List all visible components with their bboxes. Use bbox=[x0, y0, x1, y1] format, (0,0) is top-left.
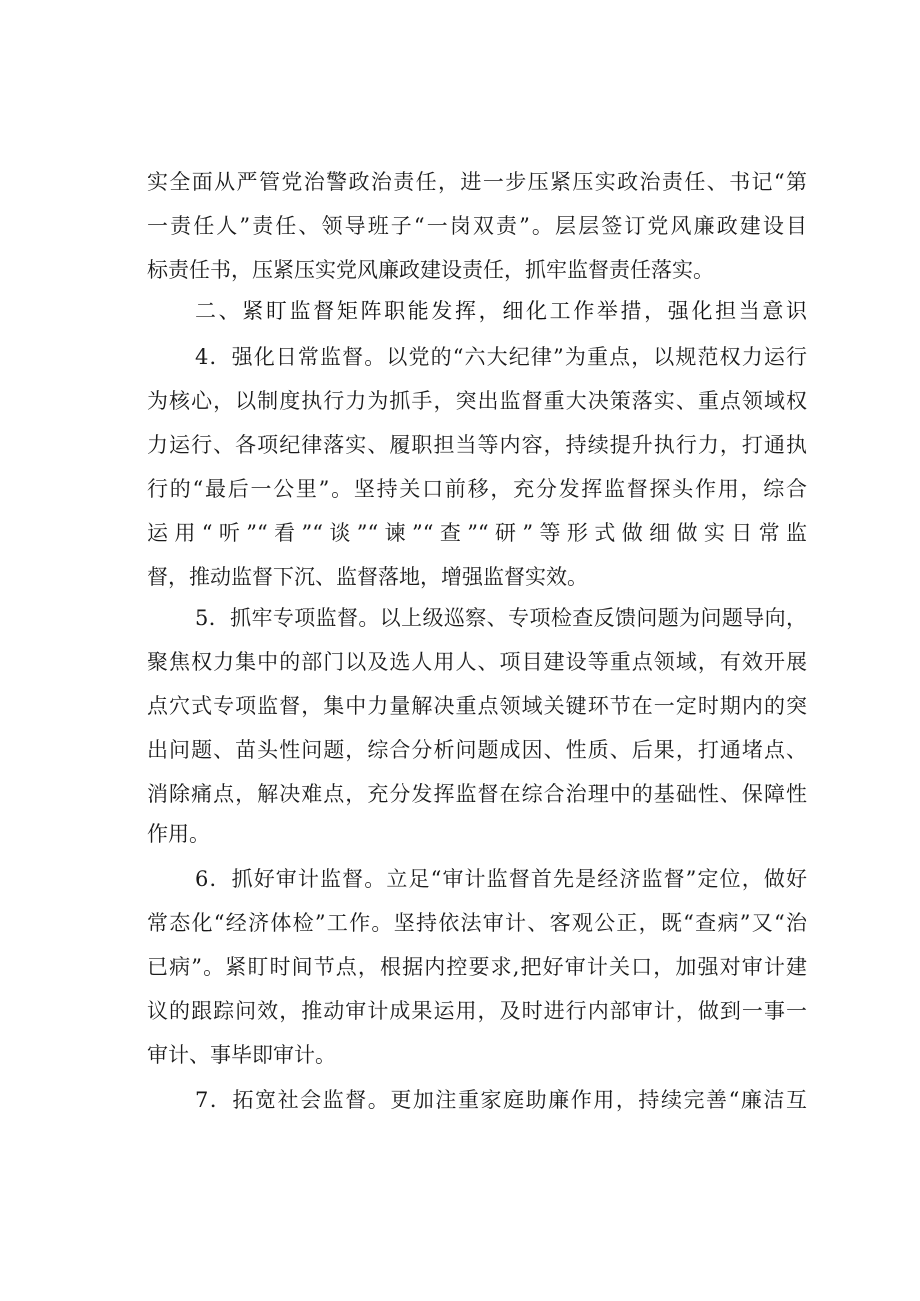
intro-line-1: 实全面从严管党治警政治责任，进一步压紧压实政治责任、书记“第 bbox=[147, 170, 807, 194]
p6-line-4: 议的跟踪问效，推动审计成果运用，及时进行内部审计，做到一事一 bbox=[147, 999, 807, 1023]
p6-line-2: 常态化“经济体检”工作。坚持依法审计、客观公正，既“查病”又“治 bbox=[147, 911, 807, 935]
section-heading: 二、紧盯监督矩阵职能发挥，细化工作举措，强化担当意识 bbox=[195, 299, 807, 323]
intro-line-3: 标责任书，压紧压实党风廉政建设责任，抓牢监督责任落实。 bbox=[147, 258, 714, 282]
p4-line-4: 行的“最后一公里”。坚持关口前移，充分发挥监督探头作用，综合 bbox=[147, 477, 807, 501]
p4-line-5: 运用“听”“看”“谈”“谏”“查”“研”等形式做细做实日常监 bbox=[147, 521, 807, 545]
p5-line-2: 聚焦权力集中的部门以及选人用人、项目建设等重点领域，有效开展 bbox=[147, 650, 807, 674]
p6-line-5: 审计、事毕即审计。 bbox=[147, 1043, 336, 1067]
p4-line-1: 4．强化日常监督。以党的“六大纪律”为重点，以规范权力运行 bbox=[195, 345, 807, 369]
p5-line-6: 作用。 bbox=[147, 822, 210, 846]
p7-line-1: 7．拓宽社会监督。更加注重家庭助廉作用，持续完善“廉洁互 bbox=[195, 1088, 807, 1112]
p5-line-4: 出问题、苗头性问题，综合分析问题成因、性质、后果，打通堵点、 bbox=[147, 738, 807, 762]
intro-line-2: 一责任人”责任、领导班子“一岗双责”。层层签订党风廉政建设目 bbox=[147, 214, 807, 238]
p6-line-1: 6．抓好审计监督。立足“审计监督首先是经济监督”定位，做好 bbox=[195, 867, 807, 891]
p6-line-3: 已病”。紧盯时间节点，根据内控要求,把好审计关口，加强对审计建 bbox=[147, 955, 807, 979]
p4-line-3: 力运行、各项纪律落实、履职担当等内容，持续提升执行力，打通执 bbox=[147, 433, 807, 457]
p5-line-1: 5．抓牢专项监督。以上级巡察、专项检查反馈问题为问题导向， bbox=[195, 606, 807, 630]
p5-line-3: 点穴式专项监督，集中力量解决重点领域关键环节在一定时期内的突 bbox=[147, 694, 807, 718]
p5-line-5: 消除痛点，解决难点，充分发挥监督在综合治理中的基础性、保障性 bbox=[147, 782, 807, 806]
p4-line-2: 为核心，以制度执行力为抓手，突出监督重大决策落实、重点领域权 bbox=[147, 389, 807, 413]
p4-line-6: 督，推动监督下沉、监督落地，增强监督实效。 bbox=[147, 565, 588, 589]
